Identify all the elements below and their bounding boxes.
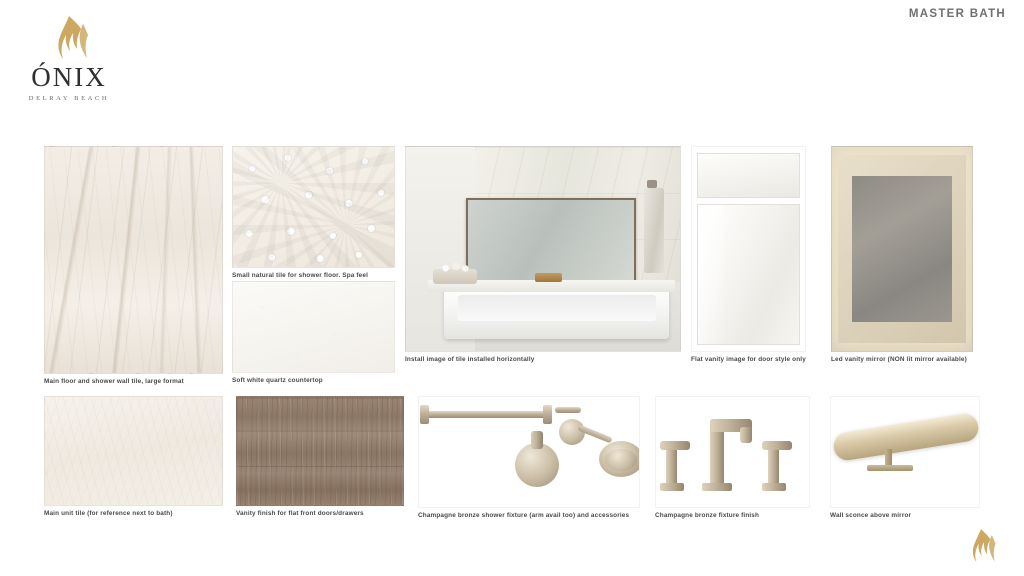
board-item-flat-vanity-door-style[interactable] bbox=[691, 146, 806, 364]
shower-head-face bbox=[605, 449, 637, 471]
decor-stones bbox=[439, 261, 472, 273]
board-item-caption: Soft white quartz countertop bbox=[232, 377, 323, 384]
large-format-marble-tile-swatch bbox=[44, 146, 223, 374]
accessory-hook bbox=[555, 407, 581, 413]
valve-handle bbox=[531, 431, 543, 449]
faucet-base bbox=[702, 483, 732, 491]
brand-logo bbox=[14, 14, 124, 114]
board-item-caption: Led vanity mirror (NON lit mirror available) bbox=[831, 356, 967, 363]
faucet-handle-left-base bbox=[660, 483, 684, 491]
board-item-tile-install-reference[interactable] bbox=[405, 146, 681, 364]
board-item-faucet-finish[interactable] bbox=[655, 396, 810, 520]
board-item-shower-fixture-set[interactable] bbox=[418, 396, 640, 520]
towel-bar-post-left bbox=[420, 405, 429, 424]
faucet-handle-right-base bbox=[762, 483, 786, 491]
board-item-small-natural-tile[interactable] bbox=[232, 146, 395, 280]
sconce-shade bbox=[832, 412, 980, 462]
board-item-caption: Main floor and shower wall tile, large format bbox=[44, 378, 184, 385]
champagne-bronze-wall-sconce-photo bbox=[830, 396, 980, 508]
pebble-mosaic-tile-swatch bbox=[232, 146, 395, 268]
board-item-quartz-countertop[interactable] bbox=[232, 281, 395, 385]
backlit-vanity-mirror-photo bbox=[831, 146, 973, 352]
board-item-wall-sconce[interactable] bbox=[830, 396, 980, 520]
board-item-caption: Install image of tile installed horizontally bbox=[405, 356, 535, 363]
board-item-caption: Main unit tile (for reference next to bath) bbox=[44, 510, 173, 517]
board-item-vanity-finish[interactable] bbox=[236, 396, 404, 518]
page-title: MASTER BATH bbox=[908, 8, 1006, 20]
flame-icon bbox=[958, 524, 1004, 568]
bathtub bbox=[444, 286, 669, 339]
logo-wordmark: ÓNIX bbox=[31, 62, 107, 92]
board-item-main-unit-tile[interactable] bbox=[44, 396, 223, 518]
flame-icon bbox=[14, 14, 124, 62]
faucet-handle-left-lever bbox=[660, 441, 690, 450]
board-item-caption: Flat vanity image for door style only bbox=[691, 356, 806, 363]
faucet-spout-tip bbox=[740, 427, 752, 443]
white-quartz-slab-swatch bbox=[232, 281, 395, 373]
sconce-backplate bbox=[867, 465, 913, 471]
board-item-caption: Small natural tile for shower floor. Spa feel bbox=[232, 272, 369, 279]
logo-subtitle: DELRAY BEACH bbox=[28, 95, 110, 102]
towel-bar-post-right bbox=[543, 405, 552, 424]
limestone-tile-swatch bbox=[44, 396, 223, 506]
towel-bar bbox=[422, 411, 550, 418]
board-item-led-vanity-mirror[interactable] bbox=[831, 146, 973, 364]
board-item-caption: Wall sconce above mirror bbox=[830, 512, 912, 519]
wood-grain-finish-swatch bbox=[236, 396, 404, 506]
champagne-bronze-shower-set-photo bbox=[418, 396, 640, 508]
towel-hook-icon bbox=[647, 180, 657, 188]
tub-faucet bbox=[535, 273, 562, 281]
board-item-main-floor-wall-tile[interactable] bbox=[44, 146, 223, 386]
tub-basin bbox=[458, 295, 656, 320]
bathroom-tub-tile-photo bbox=[405, 146, 681, 352]
board-item-caption: Champagne bronze fixture finish bbox=[655, 512, 760, 519]
board-item-caption: Champagne bronze shower fixture (arm avail too) and accessories bbox=[418, 512, 630, 519]
board-item-caption: Vanity finish for flat front doors/drawers bbox=[236, 510, 364, 517]
champagne-bronze-widespread-faucet-photo bbox=[655, 396, 810, 508]
shower-valve-trim-plate bbox=[515, 443, 559, 487]
hanging-towel bbox=[644, 188, 663, 274]
vanity-drawer-front bbox=[697, 153, 801, 198]
faucet-handle-right-lever bbox=[762, 441, 792, 450]
mirror-frame bbox=[838, 155, 967, 343]
vanity-door-front bbox=[697, 204, 801, 345]
mirror-glass bbox=[852, 176, 953, 322]
flat-slab-vanity-door-photo bbox=[691, 146, 806, 352]
